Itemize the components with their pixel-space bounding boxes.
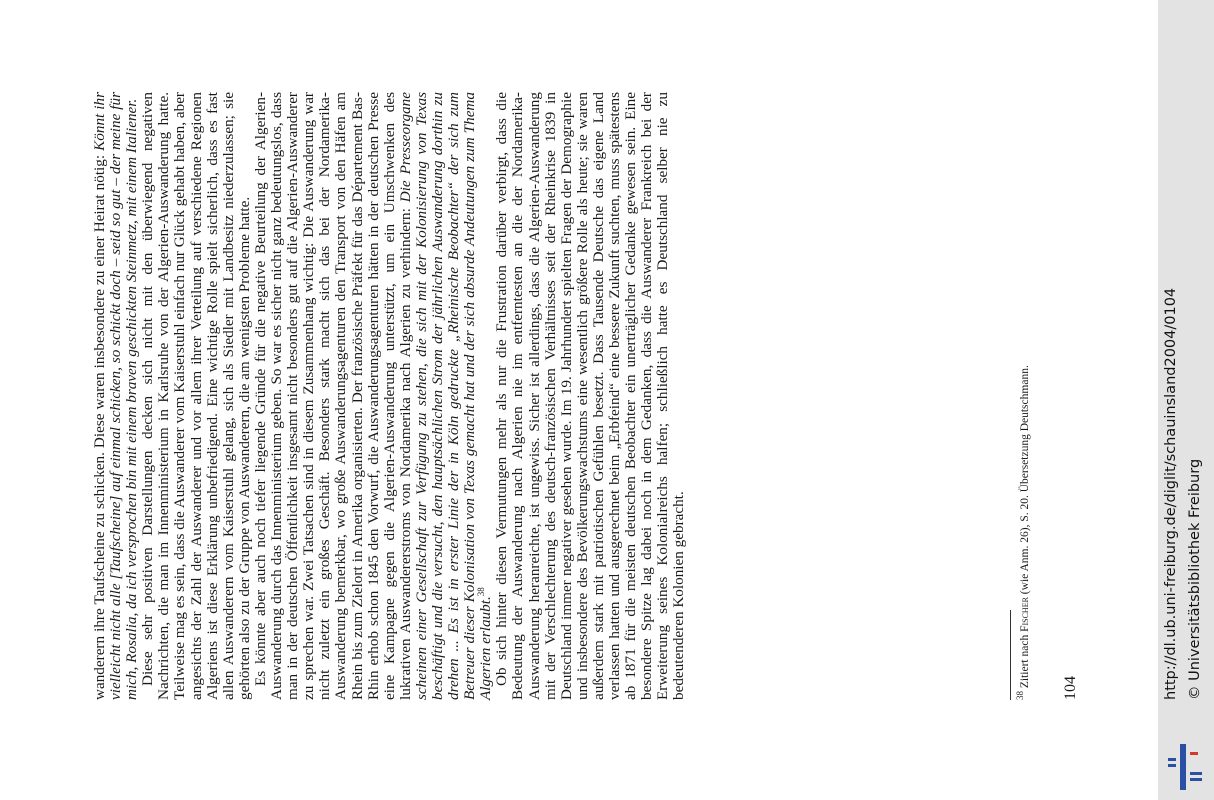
- paragraph: [494, 92, 687, 700]
- paragraph: [253, 92, 494, 700]
- footnote-number: 38: [1015, 691, 1026, 700]
- paragraph-text: Diese sehr positiven Darstellungen decken sich nicht mit den überwiegend negativen Nachrichten, die man im Innenministerium in Karlsruhe von der Algerien-Auswanderung hatte. Teilweise mag es sein, dass die Auswanderer vom Kaiserstuhl einfach nur Glück gehabt haben, aber angesichts der Zahl der Auswanderer und vor allem ihrer Verteilung auf verschiedene Regionen Algeriens ist diese Erklärung unbefriedigend. Eine wichtige Rolle spielt sicherlich, dass es fast allen Auswanderern vom Kaiserstuhl gelang, sich als Siedler mit Landbesitz niederzulassen; sie gehörten also zu der Gruppe von Auswanderern, die am wenigsten Probleme hatte.: [139, 92, 253, 700]
- logo-bar-right-2: [1190, 772, 1202, 775]
- logo-bar-center: [1180, 744, 1186, 790]
- logo-bar-left-2: [1168, 764, 1176, 767]
- logo-bar-right: [1190, 752, 1198, 755]
- paragraph-text: wanderern ihre Taufscheine zu schicken. Diese waren insbesondere zu einer Heirat nötig:: [91, 150, 108, 700]
- footnote: [1015, 90, 1032, 700]
- quotation-text: Die Presseorgane scheinen einer Gesellschaft zur Verfügung zu stehen, die sich mit der Kolonisierung von Texas beschäftigt und die versucht, den hauptsächlichen Strom der jährlichen Auswanderung dorthin zu drehen ... Es ist in erster Linie der in Köln gedruckte „Rheinische Beobachter“ der sich zum Betreuer dieser Kolonisation von Texas gemacht hat und der sich absurde Andeutungen zum Thema Algerien erlaubt.: [396, 92, 495, 700]
- footnote-author: Fischer: [1019, 597, 1031, 632]
- footnote-divider: [1010, 610, 1011, 700]
- footnote-rest: (wie Anm. 26), S. 20. Übersetzung Deutschmann.: [1019, 365, 1031, 598]
- page-number: 104: [1062, 676, 1079, 700]
- paragraph-text: Es könnte aber auch noch tiefer liegende Gründe für die negative Beurteilung der Algerien-Auswanderung durch das Innenministerium geben. So war es sicher nicht ganz bedeutungslos, dass man in der deutschen Öffentlichkeit insgesamt nicht besonders gut auf die Algerien-Auswanderer zu sprechen war. Zwei Tatsachen sind in diesem Zusammenhang wichtig: Die Auswanderung war nicht zuletzt ein großes Geschäft. Besonders stark macht sich das bei der Nordamerika-Auswanderung bemerkbar, wo große Auswanderungsagenturen den Transport von den Häfen am Rhein bis zum Zielort in Amerika organisierten. Der französische Präfekt für das Département Bas-Rhin erhob schon 1845 den Vorwurf, die Auswanderungsagenturen hätten in der deutschen Presse eine Kampagne gegen die Algerien-Auswanderung unterstützt, um ein Umschwenken des lukrativen Auswandererstroms von Nordamerika nach Algerien zu verhindern:: [251, 92, 414, 700]
- paragraph-text: Ob sich hinter diesen Vermutungen mehr als nur die Frustration darüber verbirgt, dass die Bedeutung der Auswanderung nach Algerien nie im entferntesten an die der Nordamerika-Auswanderung heranreichte, ist ungewiss. Sicher ist allerdings, dass die Algerien-Auswanderung mit der Verschlechterung des deutsch-französischen Verhältnisses seit der Rheinkrise 1839 in Deutschland immer negativer gesehen wurde. Im 19. Jahrhundert spielten Fragen der Demographie und insbesondere des Bevölkerungswachstums eine wesentlich größere Rolle als heute; sie waren außerdem stark mit patriotischen Gefühlen besetzt. Dass Tausende Deutsche das eigene Land verlassen hatten und ausgerechnet beim „Erbfeind“ eine bessere Zukunft suchten, muss spätestens ab 1871 für die meisten deutschen Beobachter ein unerträglicher Gedanke gewesen sein. Eine besondere Spitze lag dabei noch in dem Gedanken, dass die Auswanderer Frankreich bei der Erweiterung seines Kolonialreichs halfen; schließlich hatte es Deutschland selber nie zu bedeutenderen Kolonien gebracht.: [493, 92, 688, 700]
- footnote-reference: 38: [476, 587, 487, 597]
- quotation-text: Könnt ihr vielleicht nicht alle [Taufscheine] auf einmal schicken, so schickt doch – seid so gut – der meine für mich, Rosalia, da ich versprochen bin mit einem braven geschickten Steinmetz, mit einem Italiener.: [91, 92, 141, 700]
- ub-freiburg-logo-icon: [1164, 742, 1208, 792]
- side-strip-text: [1158, 0, 1214, 700]
- logo-bar-left: [1168, 758, 1176, 761]
- footnote-prefix: Zitiert nach: [1019, 631, 1031, 689]
- paragraph: [140, 92, 253, 700]
- permalink-url[interactable]: http://dl.ub.uni-freiburg.de/diglit/schauinsland2004/0104: [1163, 287, 1179, 700]
- body-text: [92, 92, 687, 700]
- copyright-notice: © Universitätsbibliothek Freiburg: [1187, 458, 1203, 700]
- logo-bar-right-3: [1190, 778, 1202, 781]
- library-side-strip: [1158, 0, 1214, 800]
- paragraph: [92, 92, 140, 700]
